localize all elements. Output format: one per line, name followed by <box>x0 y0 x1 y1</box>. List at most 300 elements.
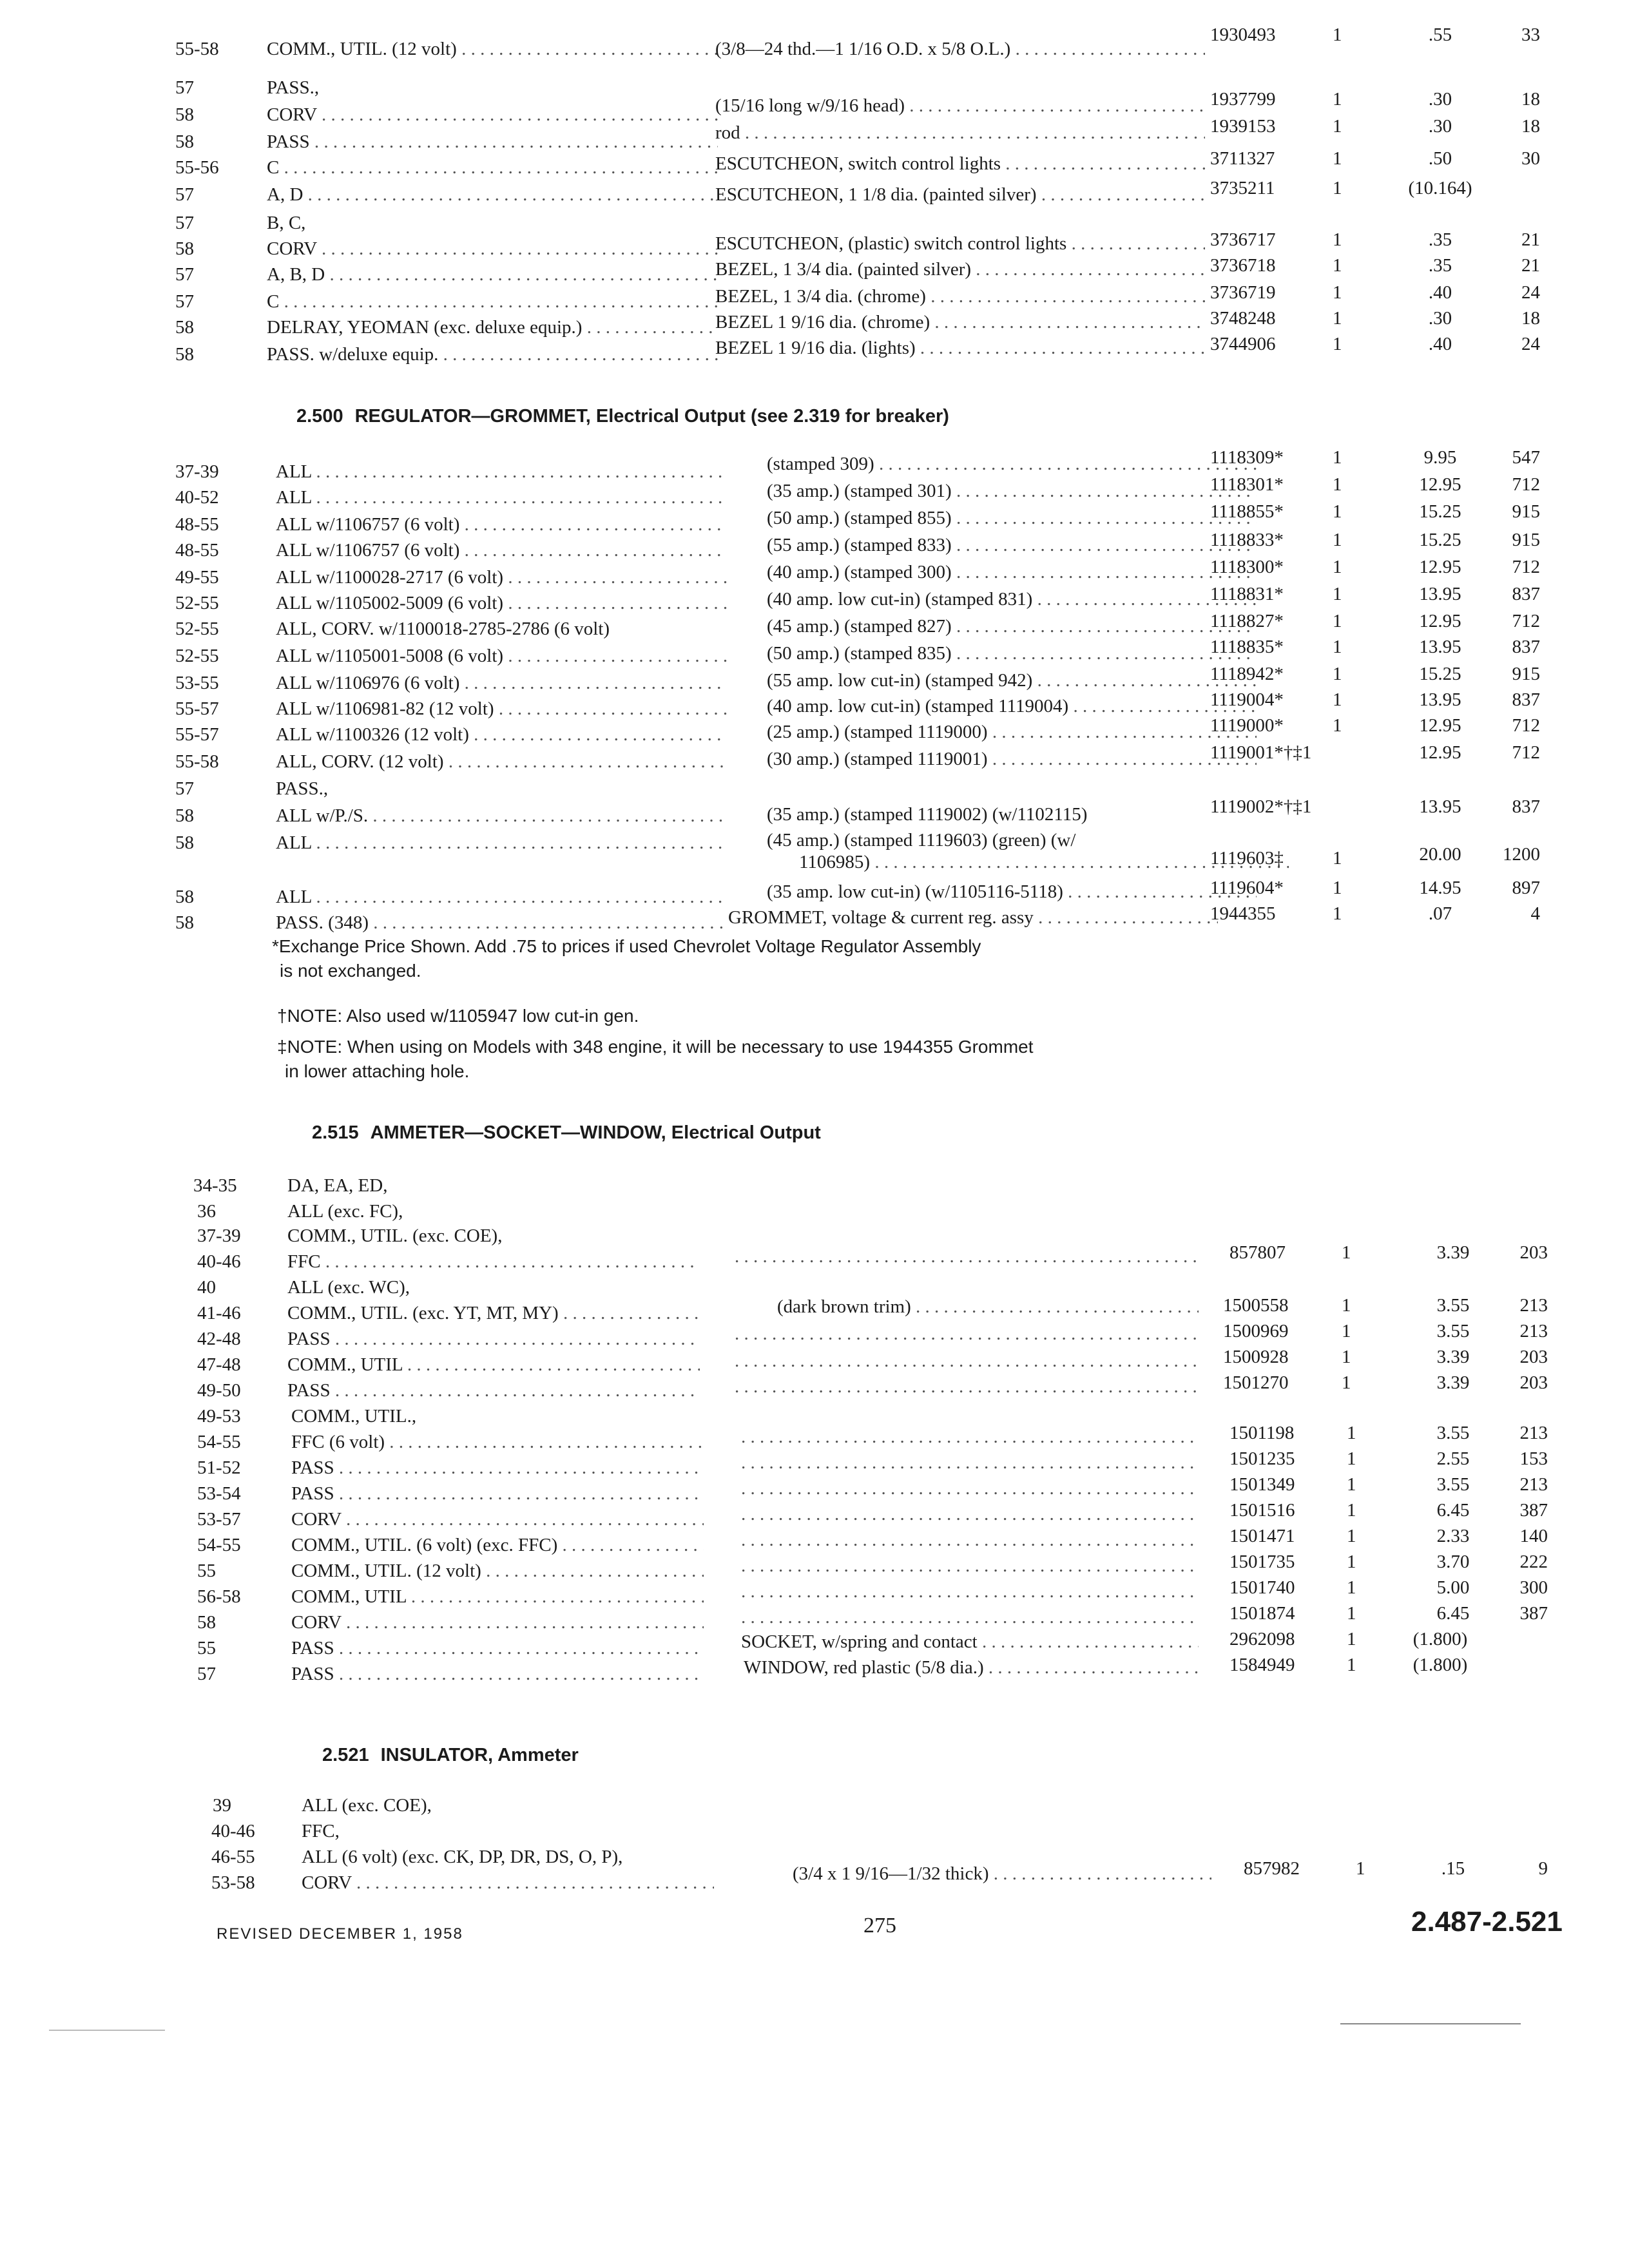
group-cell: 203 <box>1519 1347 1548 1367</box>
model-cell: PASS . . . <box>287 1326 700 1352</box>
year-cell: 52-55 <box>175 593 219 613</box>
price-cell: 13.95 <box>1419 689 1461 710</box>
part-cell: 1119004* <box>1210 689 1284 710</box>
year-cell: 39 <box>213 1795 231 1816</box>
year-cell: 58 <box>175 238 194 259</box>
price-cell: 2.33 <box>1436 1526 1470 1546</box>
desc-cell: (40 amp.) (stamped 300) . . . <box>767 559 1257 585</box>
year-cell: 55-56 <box>175 157 219 178</box>
scan-artifact <box>49 2030 165 2031</box>
part-cell: 1500558 <box>1223 1295 1289 1316</box>
model-cell: ALL w/1106757 (6 volt) . . . <box>276 512 727 537</box>
qty-cell: 1 <box>1333 308 1342 329</box>
price-cell: 3.55 <box>1436 1474 1470 1495</box>
desc-cell: (55 amp.) (stamped 833) . . . <box>767 532 1257 558</box>
model-cell: PASS . . . <box>267 129 718 155</box>
part-cell: 1118855* <box>1210 501 1284 522</box>
desc-cell: (55 amp. low cut-in) (stamped 942) . . . <box>767 668 1257 693</box>
model-cell: ALL, CORV. (12 volt) . . . <box>276 749 727 774</box>
model-cell: ALL w/1106976 (6 volt) . . . <box>276 670 727 696</box>
qty-cell: 1 <box>1333 557 1342 577</box>
year-cell: 40 <box>197 1277 216 1298</box>
part-cell: 1118300* <box>1210 557 1284 577</box>
group-cell: 213 <box>1519 1295 1548 1316</box>
desc-cell: (45 amp.) (stamped 827) . . . <box>767 613 1257 639</box>
qty-cell: 1 <box>1333 689 1342 710</box>
model-cell: PASS. w/deluxe equip. . . . <box>267 341 718 367</box>
year-cell: 56-58 <box>197 1586 241 1607</box>
group-cell: 387 <box>1519 1500 1548 1521</box>
group-cell: 18 <box>1521 89 1540 110</box>
table-row <box>0 796 1629 829</box>
qty-cell: 1 <box>1333 178 1342 198</box>
qty-cell: 1 <box>1333 878 1342 898</box>
model-cell: ALL (exc. WC), <box>287 1277 410 1298</box>
desc-cell: (35 amp.) (stamped 301) . . . <box>767 478 1257 504</box>
part-cell: 1119604* <box>1210 878 1284 898</box>
desc-cell: (3/4 x 1 9/16—1/32 thick) . . . <box>793 1861 1211 1887</box>
section-heading-2-521 <box>322 1742 579 1768</box>
desc-cell <box>735 1321 1199 1347</box>
model-cell: ALL (exc. COE), <box>302 1795 432 1816</box>
table-row <box>0 178 1629 207</box>
qty-cell: 1 <box>1333 474 1342 495</box>
desc-cell: ESCUTCHEON, switch control lights . . . <box>715 151 1205 177</box>
group-cell: 203 <box>1519 1372 1548 1393</box>
section-number: 2.515 <box>312 1122 359 1143</box>
model-cell: ALL w/1100326 (12 volt) . . . <box>276 722 727 747</box>
year-cell: 53-54 <box>197 1483 241 1504</box>
part-cell: 1501198 <box>1229 1423 1295 1443</box>
table-row <box>0 1173 1629 1198</box>
model-cell: ALL w/1106757 (6 volt) . . . <box>276 537 727 563</box>
price-cell: .40 <box>1428 334 1452 354</box>
part-cell: 1584949 <box>1229 1655 1295 1675</box>
qty-cell: 1 <box>1333 611 1342 631</box>
qty-cell: 1 <box>1333 334 1342 354</box>
part-cell: 1118833* <box>1210 530 1284 550</box>
part-cell: 1119001*†‡1 <box>1210 742 1312 763</box>
desc-cell: BEZEL, 1 3/4 dia. (chrome) . . . <box>715 284 1205 309</box>
price-cell: .50 <box>1428 148 1452 169</box>
part-cell: 1118942* <box>1210 664 1284 684</box>
price-cell: .30 <box>1428 116 1452 137</box>
price-cell: 15.25 <box>1419 530 1461 550</box>
group-cell: 300 <box>1519 1577 1548 1598</box>
desc-cell <box>741 1604 1199 1630</box>
qty-cell: 1 <box>1347 1603 1356 1624</box>
year-cell: 40-46 <box>211 1821 255 1841</box>
model-cell: ALL w/1100028-2717 (6 volt) . . . <box>276 564 727 590</box>
qty-cell: 1 <box>1333 664 1342 684</box>
price-cell: 6.45 <box>1436 1603 1470 1624</box>
model-cell: CORV . . . <box>291 1610 704 1635</box>
price-cell: 12.95 <box>1419 474 1461 495</box>
desc-cell: BEZEL, 1 3/4 dia. (painted silver) . . . <box>715 256 1205 282</box>
group-cell: 387 <box>1519 1603 1548 1624</box>
section-subtitle: Electrical Output <box>671 1122 821 1143</box>
group-cell: 30 <box>1521 148 1540 169</box>
qty-cell: 1 <box>1347 1474 1356 1495</box>
model-cell: A, D . . . <box>267 182 718 207</box>
year-cell: 47-48 <box>197 1354 241 1375</box>
section-title: AMMETER—SOCKET—WINDOW, <box>370 1122 666 1143</box>
part-cell: 1118827* <box>1210 611 1284 631</box>
year-cell: 53-55 <box>175 673 219 693</box>
model-cell: ALL w/1105002-5009 (6 volt) . . . <box>276 590 727 616</box>
qty-cell: 1 <box>1333 715 1342 736</box>
model-cell: COMM., UTIL., <box>291 1406 417 1427</box>
group-cell: 18 <box>1521 116 1540 137</box>
desc-cell: WINDOW, red plastic (5/8 dia.) . . . <box>744 1655 1199 1680</box>
price-cell: 3.55 <box>1436 1321 1470 1341</box>
desc-cell <box>735 1244 1199 1269</box>
model-cell: ALL (6 volt) (exc. CK, DP, DR, DS, O, P), <box>302 1847 623 1867</box>
footnote-double-dagger-line-2: in lower attaching hole. <box>285 1061 470 1081</box>
qty-cell: 1 <box>1333 501 1342 522</box>
model-cell: COMM., UTIL. (12 volt) . . . <box>267 36 718 62</box>
group-cell: 915 <box>1512 530 1540 550</box>
year-cell: 55-57 <box>175 724 219 745</box>
price-cell: 3.55 <box>1436 1423 1470 1443</box>
price-cell: 6.45 <box>1436 1500 1470 1521</box>
qty-cell: 1 <box>1333 229 1342 250</box>
year-cell: 36 <box>197 1201 216 1222</box>
price-cell: .30 <box>1428 89 1452 110</box>
price-cell: 14.95 <box>1419 878 1461 898</box>
desc-cell: (35 amp. low cut-in) (w/1105116-5118) . . . <box>767 879 1257 905</box>
part-cell: 1937799 <box>1210 89 1276 110</box>
desc-cell: (40 amp. low cut-in) (stamped 1119004) . . . <box>767 693 1257 719</box>
model-cell: C . . . <box>267 289 718 314</box>
year-cell: 57 <box>175 77 194 98</box>
scan-artifact <box>1340 2023 1521 2024</box>
desc-cell: (50 amp.) (stamped 855) . . . <box>767 505 1257 531</box>
desc-cell <box>735 1374 1199 1399</box>
price-cell: .35 <box>1428 229 1452 250</box>
price-cell: 15.25 <box>1419 664 1461 684</box>
price-cell: .30 <box>1428 308 1452 329</box>
footnote-exchange <box>272 934 1239 983</box>
group-cell: 33 <box>1521 24 1540 45</box>
section-title: REGULATOR—GROMMET, <box>354 406 591 427</box>
year-cell: 40-52 <box>175 487 219 508</box>
section-number: 2.500 <box>296 406 343 427</box>
qty-cell: 1 <box>1333 848 1342 869</box>
qty-cell: 1 <box>1347 1629 1356 1649</box>
model-cell: FFC (6 volt) . . . <box>291 1429 704 1455</box>
group-cell: 222 <box>1519 1552 1548 1572</box>
year-cell: 37-39 <box>197 1225 241 1246</box>
section-number: 2.521 <box>322 1745 369 1765</box>
model-cell: CORV . . . <box>291 1506 704 1532</box>
table-row <box>0 844 1629 875</box>
year-cell: 53-58 <box>211 1872 255 1893</box>
qty-cell: 1 <box>1342 1347 1351 1367</box>
year-cell: 52-55 <box>175 619 219 639</box>
qty-cell: 1 <box>1342 1242 1351 1263</box>
year-cell: 57 <box>175 291 194 312</box>
model-cell: PASS . . . <box>287 1378 700 1403</box>
year-cell: 57 <box>197 1664 216 1684</box>
qty-cell: 1 <box>1333 24 1342 45</box>
year-cell: 46-55 <box>211 1847 255 1867</box>
desc-cell: (15/16 long w/9/16 head) . . . <box>715 93 1205 119</box>
year-cell: 58 <box>175 912 194 933</box>
qty-cell: 1 <box>1333 584 1342 604</box>
table-row <box>0 742 1629 774</box>
price-cell: 3.39 <box>1436 1372 1470 1393</box>
price-cell: 12.95 <box>1419 715 1461 736</box>
qty-cell: 1 <box>1342 1321 1351 1341</box>
group-cell: 24 <box>1521 334 1540 354</box>
price-cell: 3.55 <box>1436 1295 1470 1316</box>
qty-cell: 1 <box>1342 1372 1351 1393</box>
group-cell: 213 <box>1519 1423 1548 1443</box>
part-cell: 1501235 <box>1229 1448 1295 1469</box>
table-row <box>0 24 1629 62</box>
model-cell: PASS . . . <box>291 1455 704 1481</box>
model-cell: DELRAY, YEOMAN (exc. deluxe equip.) . . . <box>267 314 718 340</box>
desc-cell <box>741 1553 1199 1579</box>
qty-cell: 1 <box>1342 1295 1351 1316</box>
qty-cell: 1 <box>1347 1552 1356 1572</box>
year-cell: 57 <box>175 264 194 285</box>
year-cell: 51-52 <box>197 1457 241 1478</box>
section-subtitle: Ammeter <box>497 1745 579 1765</box>
group-cell: 915 <box>1512 664 1540 684</box>
desc-cell: (stamped 309) . . . <box>767 451 1257 477</box>
section-title: INSULATOR, <box>380 1745 494 1765</box>
model-cell: DA, EA, ED, <box>287 1175 388 1196</box>
model-cell: ALL . . . <box>276 830 727 856</box>
table-row <box>0 1372 1629 1403</box>
group-cell: 21 <box>1521 229 1540 250</box>
table-row <box>0 1858 1629 1896</box>
price-cell: (1.800) <box>1412 1655 1468 1675</box>
desc-cell: (35 amp.) (stamped 1119002) (w/1102115) <box>767 804 1088 825</box>
price-cell: .35 <box>1428 255 1452 276</box>
year-cell: 55 <box>197 1638 216 1658</box>
qty-cell: 1 <box>1347 1655 1356 1675</box>
price-cell: 12.95 <box>1419 611 1461 631</box>
year-cell: 48-55 <box>175 514 219 535</box>
desc-cell: 1106985) . . . <box>799 849 1289 875</box>
year-cell: 55-58 <box>175 751 219 772</box>
desc-cell: BEZEL 1 9/16 dia. (lights) . . . <box>715 335 1205 361</box>
year-cell: 52-55 <box>175 646 219 666</box>
qty-cell: 1 <box>1333 447 1342 468</box>
year-cell: 42-48 <box>197 1329 241 1349</box>
price-cell: 13.95 <box>1419 796 1461 817</box>
part-cell: 3711327 <box>1210 148 1275 169</box>
model-cell: ALL w/1105001-5008 (6 volt) . . . <box>276 643 727 669</box>
group-cell: 915 <box>1512 501 1540 522</box>
qty-cell: 1 <box>1347 1423 1356 1443</box>
desc-cell: (40 amp. low cut-in) (stamped 831) . . . <box>767 586 1257 612</box>
price-cell: .15 <box>1441 1858 1465 1879</box>
desc-cell: ESCUTCHEON, 1 1/8 dia. (painted silver) . . . <box>715 182 1205 207</box>
year-cell: 53-57 <box>197 1509 241 1530</box>
part-cell: 1501471 <box>1229 1526 1295 1546</box>
qty-cell: 1 <box>1333 255 1342 276</box>
section-heading-2-515 <box>312 1120 821 1146</box>
desc-cell: (45 amp.) (stamped 1119603) (green) (w/ <box>767 830 1076 850</box>
year-cell: 57 <box>175 184 194 205</box>
model-cell: COMM., UTIL . . . <box>287 1352 700 1378</box>
group-cell: 213 <box>1519 1474 1548 1495</box>
group-cell: 153 <box>1519 1448 1548 1469</box>
price-cell: 15.25 <box>1419 501 1461 522</box>
year-cell: 49-53 <box>197 1406 241 1427</box>
year-cell: 58 <box>175 104 194 125</box>
desc-cell: BEZEL 1 9/16 dia. (chrome) . . . <box>715 309 1205 335</box>
table-row <box>0 1655 1629 1687</box>
year-cell: 58 <box>175 832 194 853</box>
part-cell: 1944355 <box>1210 903 1276 924</box>
model-cell: CORV . . . <box>267 236 718 262</box>
price-cell: 13.95 <box>1419 637 1461 657</box>
model-cell: CORV . . . <box>267 102 718 128</box>
part-cell: 1118309* <box>1210 447 1284 468</box>
desc-cell <box>741 1579 1199 1604</box>
section-heading-2-500 <box>296 403 949 429</box>
part-cell: 1118835* <box>1210 637 1284 657</box>
model-cell: PASS . . . <box>291 1635 704 1661</box>
part-cell: 857982 <box>1244 1858 1300 1879</box>
desc-cell: GROMMET, voltage & current reg. assy . . . <box>728 905 1218 930</box>
year-cell: 58 <box>175 344 194 365</box>
model-cell: CORV . . . <box>302 1870 714 1896</box>
group-cell: 712 <box>1512 474 1540 495</box>
qty-cell: 1 <box>1333 282 1342 303</box>
year-cell: 58 <box>197 1612 216 1633</box>
part-cell: 1119002*†‡1 <box>1210 796 1312 817</box>
price-cell: 20.00 <box>1419 844 1461 865</box>
year-cell: 58 <box>175 887 194 907</box>
footnote-exchange-line-1: *Exchange Price Shown. Add .75 to prices if used Chevrolet Voltage Regulator Assembly <box>272 936 981 956</box>
group-cell: 837 <box>1512 689 1540 710</box>
year-cell: 55 <box>197 1561 216 1581</box>
year-cell: 49-50 <box>197 1380 241 1401</box>
price-cell: 13.95 <box>1419 584 1461 604</box>
year-cell: 40-46 <box>197 1251 241 1272</box>
year-cell: 54-55 <box>197 1535 241 1555</box>
table-row <box>0 334 1629 367</box>
part-cell: 1118301* <box>1210 474 1284 495</box>
part-cell: 3736718 <box>1210 255 1276 276</box>
group-cell: 1200 <box>1503 844 1540 865</box>
year-cell: 57 <box>175 213 194 233</box>
desc-cell: (25 amp.) (stamped 1119000) . . . <box>767 719 1257 745</box>
part-cell: 3736717 <box>1210 229 1276 250</box>
model-cell: FFC . . . <box>287 1249 700 1274</box>
desc-cell: (dark brown trim) . . . <box>777 1294 1199 1320</box>
desc-cell <box>741 1450 1199 1475</box>
part-cell: 1500969 <box>1223 1321 1289 1341</box>
price-cell: .40 <box>1428 282 1452 303</box>
price-cell: .55 <box>1428 24 1452 45</box>
price-cell: (10.164) <box>1408 178 1472 198</box>
price-cell: 12.95 <box>1419 557 1461 577</box>
part-cell: 1118831* <box>1210 584 1284 604</box>
qty-cell: 1 <box>1347 1448 1356 1469</box>
group-cell: 18 <box>1521 308 1540 329</box>
part-cell: 1939153 <box>1210 116 1276 137</box>
year-cell: 37-39 <box>175 461 219 482</box>
desc-cell <box>741 1501 1199 1527</box>
model-cell: PASS . . . <box>291 1661 704 1687</box>
qty-cell: 1 <box>1347 1526 1356 1546</box>
year-cell: 48-55 <box>175 540 219 561</box>
year-cell: 55-58 <box>175 39 219 59</box>
part-cell: 1930493 <box>1210 24 1276 45</box>
year-cell: 58 <box>175 805 194 826</box>
table-row <box>0 903 1629 936</box>
model-cell: ALL w/P./S. . . . <box>276 803 727 829</box>
part-cell: 3744906 <box>1210 334 1276 354</box>
footnote-double-dagger <box>277 1035 1244 1084</box>
footnote-exchange-line-2: is not exchanged. <box>280 961 421 981</box>
model-cell: ALL . . . <box>276 459 727 485</box>
price-cell: 3.70 <box>1436 1552 1470 1572</box>
part-cell: 1119000* <box>1210 715 1284 736</box>
part-cell: 1119603‡ <box>1210 848 1284 869</box>
price-cell: 2.55 <box>1436 1448 1470 1469</box>
group-cell: 712 <box>1512 611 1540 631</box>
part-cell: 1501349 <box>1229 1474 1295 1495</box>
group-cell: 9 <box>1538 1858 1548 1879</box>
model-cell: PASS., <box>276 778 329 799</box>
desc-cell <box>741 1424 1199 1450</box>
section-range: 2.487-2.521 <box>1411 1906 1563 1937</box>
model-cell: COMM., UTIL. (12 volt) . . . <box>291 1558 704 1584</box>
year-cell: 57 <box>175 778 194 799</box>
part-cell: 1501516 <box>1229 1500 1295 1521</box>
model-cell: PASS., <box>267 77 320 98</box>
model-cell: COMM., UTIL. (exc. YT, MT, MY) . . . <box>287 1300 700 1326</box>
desc-cell <box>741 1475 1199 1501</box>
part-cell: 857807 <box>1229 1242 1286 1263</box>
model-cell: COMM., UTIL . . . <box>291 1584 704 1610</box>
qty-cell: 1 <box>1356 1858 1365 1879</box>
part-cell: 1501874 <box>1229 1603 1295 1624</box>
group-cell: 213 <box>1519 1321 1548 1341</box>
desc-cell <box>735 1348 1199 1374</box>
group-cell: 837 <box>1512 796 1540 817</box>
desc-cell: ESCUTCHEON, (plastic) switch control lights . . . <box>715 231 1205 256</box>
part-cell: 2962098 <box>1229 1629 1295 1649</box>
qty-cell: 1 <box>1333 116 1342 137</box>
model-cell: PASS. (348) . . . <box>276 910 727 936</box>
part-cell: 3748248 <box>1210 308 1276 329</box>
model-cell: ALL . . . <box>276 884 727 910</box>
year-cell: 58 <box>175 317 194 338</box>
model-cell: B, C, <box>267 213 306 233</box>
model-cell: ALL, CORV. w/1100018-2785-2786 (6 volt) <box>276 619 610 639</box>
group-cell: 547 <box>1512 447 1540 468</box>
table-row <box>0 1242 1629 1274</box>
part-cell: 3736719 <box>1210 282 1276 303</box>
table-row <box>0 1818 1629 1844</box>
price-cell: 3.39 <box>1436 1347 1470 1367</box>
group-cell: 4 <box>1530 903 1540 924</box>
desc-cell: (3/8—24 thd.—1 1/16 O.D. x 5/8 O.L.) . . . <box>715 36 1205 62</box>
model-cell: FFC, <box>302 1821 340 1841</box>
page-number: 275 <box>863 1914 896 1937</box>
year-cell: 34-35 <box>193 1175 237 1196</box>
model-cell: COMM., UTIL. (6 volt) (exc. FFC) . . . <box>291 1532 704 1558</box>
